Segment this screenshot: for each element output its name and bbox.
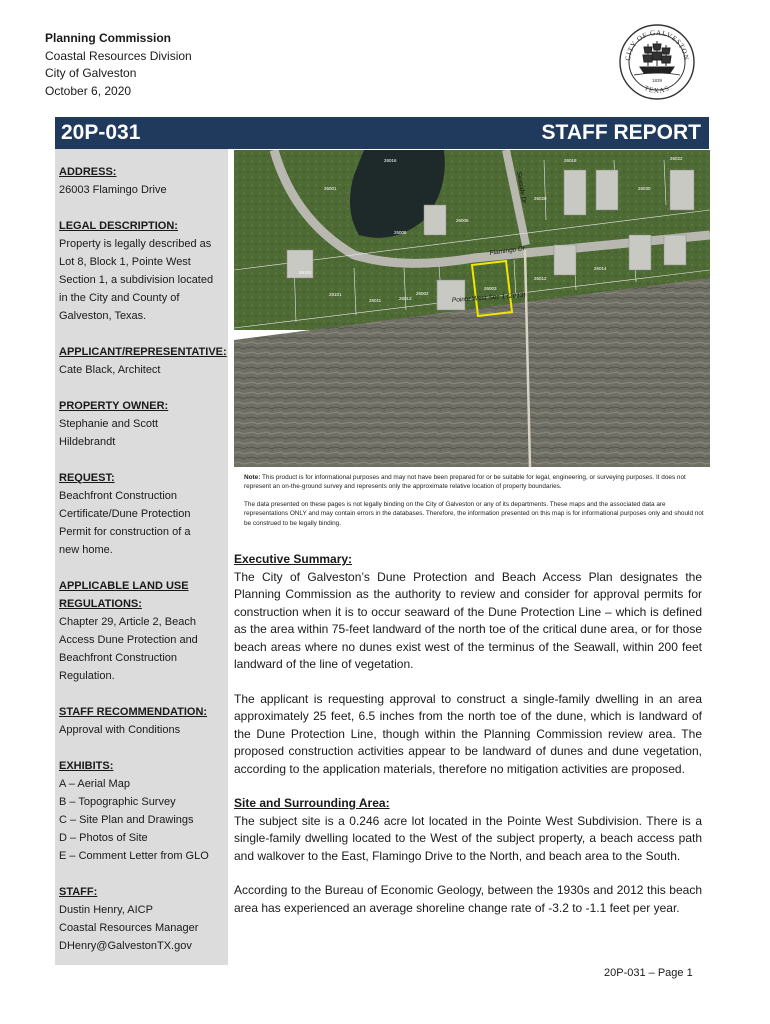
executive-summary-paragraph: The applicant is requesting approval to construct a single-family dwelling in an area approximately 25 feet, 6.5 inches from the north toe of the dune, which is landward of the Dune Protection Line, though within the Planning Commission review area. The proposed construction activities appear to be landward of dunes and dune vegetation, according to the application materials, therefore no mitigation activities are proposed. <box>234 691 702 776</box>
svg-text:26005: 26005 <box>394 230 407 235</box>
svg-text:26011: 26011 <box>369 298 382 303</box>
regulations-line: Chapter 29, Article 2, Beach <box>59 616 196 628</box>
legal-line: Galveston, Texas. <box>59 310 147 322</box>
legal-heading: LEGAL DESCRIPTION: <box>59 220 178 232</box>
header-block <box>45 30 192 100</box>
request-line: Beachfront Construction <box>59 490 178 502</box>
request-line: Certificate/Dune Protection <box>59 508 191 520</box>
org-name: Planning Commission <box>45 31 172 45</box>
owner-line: Stephanie and Scott <box>59 418 159 430</box>
case-number: 20P-031 <box>61 121 141 144</box>
address-heading: ADDRESS: <box>59 166 117 178</box>
seal-bottom-text: TEXAS <box>642 83 672 95</box>
svg-text:26014: 26014 <box>594 266 607 271</box>
svg-text:26101: 26101 <box>329 292 342 297</box>
title-bar <box>55 117 709 149</box>
main-content <box>234 551 702 934</box>
site-paragraph: The subject site is a 0.246 acre lot located in the Pointe West Subdivision. There is a single-family dwelling located to the West of the subject property, a beach access path and walkover to the East, Flamingo Drive to the North, and beach area to the South. <box>234 813 702 863</box>
exhibits-heading: EXHIBITS: <box>59 760 114 772</box>
street-label-flamingo: Flamingo Dr <box>489 245 526 257</box>
legal-line: in the City and County of <box>59 292 180 304</box>
aerial-map <box>234 150 710 467</box>
city-seal-logo <box>618 22 696 102</box>
sidebar <box>55 149 228 965</box>
regulations-line: Beachfront Construction <box>59 652 178 664</box>
seal-top-text: CITY OF GALVESTON <box>623 28 691 62</box>
exhibit-item: A – Aerial Map <box>59 778 130 790</box>
recommendation-heading: STAFF RECOMMENDATION: <box>59 706 208 718</box>
street-label-seaside: Seaside Dr <box>515 171 528 205</box>
staff-section <box>59 883 225 955</box>
exhibits-section <box>59 757 225 865</box>
disclaimer-paragraph-1 <box>244 473 704 492</box>
regulations-section <box>59 577 225 685</box>
staff-line: Dustin Henry, AICP <box>59 904 153 916</box>
legal-line: Property is legally described as <box>59 238 212 250</box>
exhibit-item: D – Photos of Site <box>59 832 148 844</box>
svg-text:26018: 26018 <box>564 158 577 163</box>
exhibit-item: C – Site Plan and Drawings <box>59 814 194 826</box>
site-paragraph: According to the Bureau of Economic Geology, between the 1930s and 2012 this beach area has experienced an average shoreline change rate of -3.2 to -1.1 feet per year. <box>234 883 702 915</box>
exhibit-item: E – Comment Letter from GLO <box>59 850 209 862</box>
recommendation-section <box>59 703 225 739</box>
note-label: Note: <box>244 474 261 481</box>
staff-line: Coastal Resources Manager <box>59 922 199 934</box>
regulations-line: Access Dune Protection and <box>59 634 198 646</box>
svg-text:26006: 26006 <box>456 218 469 223</box>
applicant-section <box>59 343 225 379</box>
report-title: STAFF REPORT <box>541 121 701 144</box>
city-name: City of Galveston <box>45 66 137 80</box>
staff-heading: STAFF: <box>59 886 98 898</box>
svg-text:26022: 26022 <box>670 156 683 161</box>
recommendation-value: Approval with Conditions <box>59 724 181 736</box>
executive-summary-heading: Executive Summary: <box>234 552 353 566</box>
svg-text:26020: 26020 <box>534 196 547 201</box>
svg-text:26001: 26001 <box>324 186 337 191</box>
address-value: 26003 Flamingo Drive <box>59 184 167 196</box>
applicant-value: Cate Black, Architect <box>59 364 161 376</box>
regulations-line: Regulation. <box>59 670 115 682</box>
seal-year: 1839 <box>651 78 663 83</box>
svg-text:26003: 26003 <box>484 286 497 291</box>
legal-line: Section 1, a subdivision located <box>59 274 214 286</box>
exhibit-item: B – Topographic Survey <box>59 796 176 808</box>
staff-line: DHenry@GalvestonTX.gov <box>59 940 192 952</box>
applicant-heading: APPLICANT/REPRESENTATIVE: <box>59 346 227 358</box>
disclaimer-text-1: This product is for informational purposes and may not have been prepared for or be suitable for legal, engineering, or surveying purposes. It does not represent an on-the-ground survey and represents only the approximate relative location of property boundaries. <box>244 474 686 491</box>
disclaimer-paragraph-2: The data presented on these pages is not legally binding on the City of Galveston or any of its departments. These maps and the associated data are representations ONLY and may contain errors in the databases. Therefore, the information presented on this map is for informational purposes only and should not be construed to be legally binding. <box>244 500 704 527</box>
request-line: new home. <box>59 544 113 556</box>
svg-text:26102: 26102 <box>299 270 312 275</box>
svg-text:26016: 26016 <box>384 158 397 163</box>
regulations-heading: APPLICABLE LAND USE <box>59 580 189 592</box>
address-section <box>59 163 225 199</box>
request-section <box>59 469 225 559</box>
legal-section <box>59 217 225 325</box>
owner-section <box>59 397 225 451</box>
svg-text:26002: 26002 <box>416 291 429 296</box>
owner-line: Hildebrandt <box>59 436 116 448</box>
regulations-heading: REGULATIONS: <box>59 598 142 610</box>
executive-summary-paragraph: The City of Galveston’s Dune Protection and Beach Access Plan designates the Planning Commission as the authority to review and consider for approval permits for construction when it is to occur seaward of the Dune Protection Line – which is defined as the area within 75-feet landward of the north toe of the critical dune area, or for those beach areas where no dunes exist west of the terminus of the Seawall, within 200 feet landward of the line of vegetation. <box>234 569 702 671</box>
request-line: Permit for construction of a <box>59 526 191 538</box>
report-date: October 6, 2020 <box>45 83 132 98</box>
page-number: 20P-031 – Page 1 <box>604 967 693 979</box>
svg-text:26012: 26012 <box>534 276 547 281</box>
owner-heading: PROPERTY OWNER: <box>59 400 169 412</box>
svg-text:26013: 26013 <box>399 296 412 301</box>
division-name: Coastal Resources Division <box>45 48 192 63</box>
site-heading: Site and Surrounding Area: <box>234 796 390 810</box>
request-heading: REQUEST: <box>59 472 115 484</box>
subdivision-label: Pointe West Sec 1 (2013) <box>451 291 526 304</box>
legal-line: Lot 8, Block 1, Pointe West <box>59 256 191 268</box>
map-disclaimer <box>244 473 704 536</box>
svg-text:26030: 26030 <box>638 186 651 191</box>
